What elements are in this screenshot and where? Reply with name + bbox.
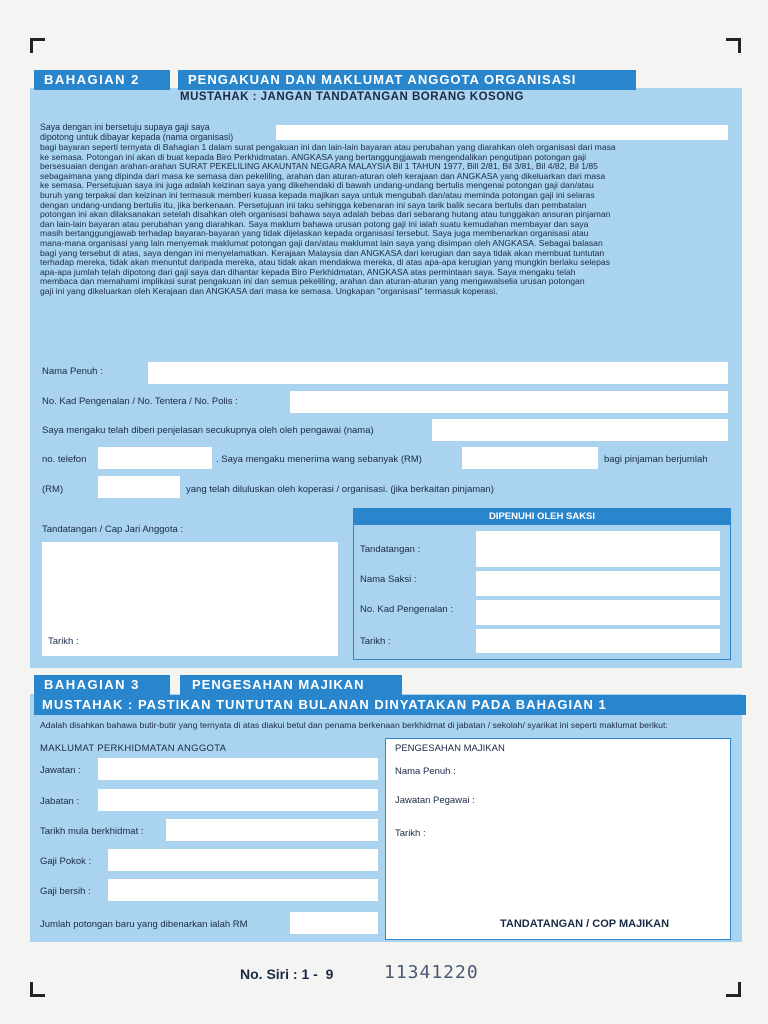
witness-signature-label: Tandatangan : xyxy=(360,544,421,555)
consent-line: buruh yang terpakai dan keizinan ini termasuk memberi kuasa kepada majikan saya untuk mengubah dan/atau meminda potongan gaji ini selaras xyxy=(40,190,595,200)
consent-line: bagi yang tersebut di atas, saya dengan ini menyelamatkan. Kerajaan Malaysia dan ANGKASA dari kerugian dan saya tidak akan membuat tuntutan xyxy=(40,248,605,258)
consent-line: potongan ini akan dilaksanakan setelah disahkan oleh organisasi bahawa saya adalah bebas dari sebarang hutang atau tunggakan ansuran pinjaman xyxy=(40,210,611,220)
rm-label: (RM) xyxy=(42,484,64,495)
consent-line: membaca dan memahami implikasi surat pengakuan ini dan semua pekeliling, arahan dan aturan-aturan yang mengawalselia urusan potongan xyxy=(40,277,585,287)
section-2-title: PENGAKUAN DAN MAKLUMAT ANGGOTA ORGANISASI xyxy=(178,70,636,90)
member-signature-field[interactable] xyxy=(42,542,338,656)
section-3-tag: BAHAGIAN 3 xyxy=(34,675,170,695)
section-3-warning: MUSTAHAK : PASTIKAN TUNTUTAN BULANAN DINYATAKAN PADA BAHAGIAN 1 xyxy=(34,695,746,715)
employer-signature-label: TANDATANGAN / COP MAJIKAN xyxy=(500,918,670,930)
ic-number-field[interactable] xyxy=(290,391,728,413)
serial-number: 11341220 xyxy=(384,962,479,983)
officer-position-label: Jawatan Pegawai : xyxy=(395,795,475,806)
full-name-label: Nama Penuh : xyxy=(42,366,103,377)
consent-line: mana-mana organisasi yang lain menyemak maklumat potongan gaji dan/atau maklumat lain saya yang disimpan oleh ANGKASA. Sebagai balasan xyxy=(40,238,603,248)
consent-paragraph xyxy=(40,143,728,297)
witness-header: DIPENUHI OLEH SAKSI xyxy=(354,509,730,525)
witness-ic-label: No. Kad Pengenalan : xyxy=(360,604,453,615)
crop-mark-top-right xyxy=(726,38,741,53)
service-info-title: MAKLUMAT PERKHIDMATAN ANGGOTA xyxy=(40,743,227,754)
consent-line: ke semasa. Persetujuan saya ini juga adalah keizinan saya yang dikehendaki di bawah undang-undang bertulis mengenai potongan gaji dan/atau xyxy=(40,181,594,191)
money-received-label: . Saya mengaku menerima wang sebanyak (RM) xyxy=(216,454,422,465)
intro-line-1: Saya dengan ini bersetuju supaya gaji saya xyxy=(40,122,210,132)
member-date-label: Tarikh : xyxy=(48,636,79,647)
new-deduction-field[interactable] xyxy=(290,912,378,934)
phone-label: no. telefon xyxy=(42,454,87,465)
approved-label: yang telah diluluskan oleh koperasi / organisasi. (jika berkaitan pinjaman) xyxy=(186,484,494,495)
section-3-intro: Adalah disahkan bahawa butir-butir yang ternyata di atas diakui betul dan penama berkenaan berkhidmat di jabatan / sekolah/ syarikat ini seperti maklumat berikut: xyxy=(40,720,668,730)
organisation-name-field[interactable] xyxy=(276,125,728,140)
witness-date-label: Tarikh : xyxy=(360,636,391,647)
section-2-tag: BAHAGIAN 2 xyxy=(34,70,170,90)
loan-total-label: bagi pinjaman berjumlah xyxy=(604,454,708,465)
witness-name-label: Nama Saksi : xyxy=(360,574,417,585)
employer-date-label: Tarikh : xyxy=(395,828,426,839)
consent-line: masih bertanggungjawab terhadap bayaran-bayaran yang tidak dijelaskan kepada organisasi tersebut. Saya juga membenarkan organisasi atau xyxy=(40,229,589,239)
service-start-field[interactable] xyxy=(166,819,378,841)
consent-line: dengan undang-undang bertulis itu, jika berkenaan. Persetujuan ini taku sehingga kebenaran ini saya tarik balik secara bertulis dan pembatalan xyxy=(40,200,587,210)
serial-label: No. Siri : 1 - 9 xyxy=(240,966,334,982)
officer-explanation-label: Saya mengaku telah diberi penjelasan secukupnya oleh oleh pengawai (nama) xyxy=(42,425,374,436)
employer-verification-title: PENGESAHAN MAJIKAN xyxy=(395,743,505,754)
employer-name-label: Nama Penuh : xyxy=(395,766,456,777)
consent-line: bersesuaian dengan arahan-arahan SURAT PEKELILING AKAUNTAN NEGARA MALAYSIA Bil 1 TAHUN 1977, Bill 2/81, Bil 3/81, Bil 4/82, Bil 1/85 xyxy=(40,162,598,172)
witness-name-field[interactable] xyxy=(476,571,720,596)
witness-date-field[interactable] xyxy=(476,629,720,653)
section-3-title: PENGESAHAN MAJIKAN xyxy=(180,675,402,695)
net-salary-field[interactable] xyxy=(108,879,378,901)
crop-mark-bottom-left xyxy=(30,982,45,997)
full-name-field[interactable] xyxy=(148,362,728,384)
witness-ic-field[interactable] xyxy=(476,600,720,625)
section-2-warning: MUSTAHAK : JANGAN TANDATANGAN BORANG KOSONG xyxy=(180,91,524,103)
intro-line-2: dipotong untuk dibayar kepada (nama organisasi) xyxy=(40,132,234,142)
crop-mark-top-left xyxy=(30,38,45,53)
service-start-label: Tarikh mula berkhidmat : xyxy=(40,826,144,837)
department-label: Jabatan : xyxy=(40,796,80,807)
basic-salary-field[interactable] xyxy=(108,849,378,871)
position-label: Jawatan : xyxy=(40,765,81,776)
loan-amount-field[interactable] xyxy=(98,476,180,498)
officer-name-field[interactable] xyxy=(432,419,728,441)
department-field[interactable] xyxy=(98,789,378,811)
net-salary-label: Gaji bersih : xyxy=(40,886,91,897)
new-deduction-label: Jumlah potongan baru yang dibenarkan ialah RM xyxy=(40,919,248,930)
basic-salary-label: Gaji Pokok : xyxy=(40,856,92,867)
money-received-field[interactable] xyxy=(462,447,598,469)
consent-line: gaji ini yang dikeluarkan oleh Kerajaan dan ANGKASA dari masa ke semasa. Ungkapan "organisasi" termasuk koperasi. xyxy=(40,286,498,296)
consent-line: terhadap mereka, tidak akan menuntut daripada mereka, atau tidak akan mendakwa mereka, di atas apa-apa kerugian yang mungkin berlaku selepas xyxy=(40,258,610,268)
consent-line: bagi bayaran seperti ternyata di Bahagian 1 dalam surat pengakuan ini dan lain-lain bayaran atau perubahan yang diarahkan oleh organisasi dari masa xyxy=(40,143,616,152)
ic-number-label: No. Kad Pengenalan / No. Tentera / No. Polis : xyxy=(42,396,238,407)
consent-line: dan lain-lain bayaran atau perubahan yang diarahkan. Saya maklum bahawa urusan potong gaji ini ialah suatu kemudahan membayar dan saya xyxy=(40,219,589,229)
consent-line: ke semasa. Potongan ini akan di buat kepada Biro Perkhidmatan. ANGKASA yang bertanggungjawab mengendalikan pengutipan potongan gaji xyxy=(40,152,587,162)
crop-mark-bottom-right xyxy=(726,982,741,997)
witness-signature-field[interactable] xyxy=(476,531,720,567)
position-field[interactable] xyxy=(98,758,378,780)
consent-line: apa-apa jumlah telah dipotong dari gaji saya dan dihantar kepada Biro Perkhidmatan, ANGKASA atas permintaan saya. Saya mengaku telah xyxy=(40,267,576,277)
phone-field[interactable] xyxy=(98,447,212,469)
member-signature-label: Tandatangan / Cap Jari Anggota : xyxy=(42,524,184,535)
consent-line: sebagaimana yang dipinda dari masa ke semasa dan pekeliling, arahan dan aturan-aturan oleh kerajaan dan ANGKASA yang dikeluarkan dari masa xyxy=(40,171,606,181)
